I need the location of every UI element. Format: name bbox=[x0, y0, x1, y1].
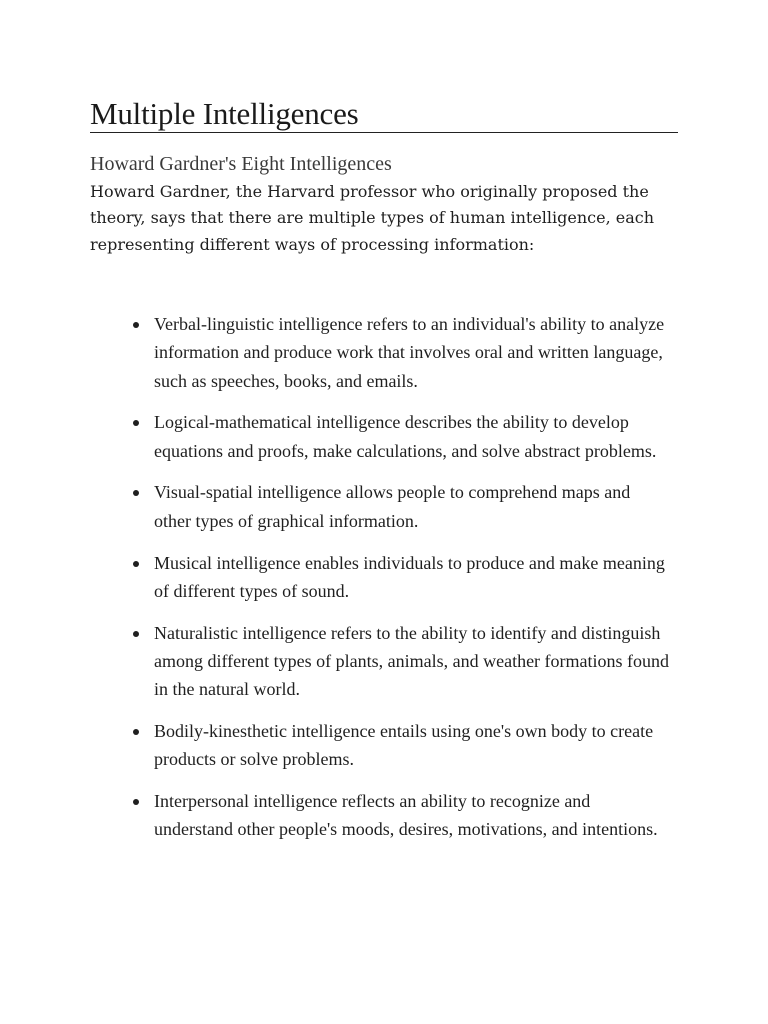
list-item-text: Naturalistic intelligence refers to the ability to identify and distinguish among different types of plants, animals, and weather formations found in the natural world. bbox=[154, 622, 670, 700]
list-item bbox=[130, 619, 670, 704]
list-item-text: Logical-mathematical intelligence describes the ability to develop equations and proofs, make calculations, and solve abstract problems. bbox=[154, 412, 657, 461]
list-item bbox=[130, 787, 670, 844]
bullet-icon bbox=[133, 420, 139, 426]
bullet-icon bbox=[133, 322, 139, 328]
list-item-text: Interpersonal intelligence reflects an ability to recognize and understand other people's moods, desires, motivations, and intentions. bbox=[154, 791, 658, 840]
intelligences-list bbox=[130, 310, 670, 857]
page-title: Multiple Intelligences bbox=[90, 96, 678, 133]
list-item bbox=[130, 408, 670, 465]
bullet-icon bbox=[133, 561, 139, 567]
list-item-text: Bodily-kinesthetic intelligence entails using one's own body to create products or solve problems. bbox=[154, 721, 654, 770]
bullet-icon bbox=[133, 631, 139, 637]
bullet-icon bbox=[133, 799, 139, 805]
list-item-text: Verbal-linguistic intelligence refers to an individual's ability to analyze information and produce work that involves oral and written language, such as speeches, books, and emails. bbox=[154, 314, 665, 391]
list-item-text: Visual-spatial intelligence allows people to comprehend maps and other types of graphical information. bbox=[154, 482, 631, 531]
list-item-text: Musical intelligence enables individuals to produce and make meaning of different types of sound. bbox=[154, 552, 665, 601]
list-item bbox=[130, 717, 670, 774]
list-item bbox=[130, 310, 670, 395]
list-item bbox=[130, 478, 670, 535]
bullet-icon bbox=[133, 490, 139, 496]
bullet-icon bbox=[133, 729, 139, 735]
list-item bbox=[130, 549, 670, 606]
intro-paragraph: Howard Gardner, the Harvard professor who originally proposed the theory, says that there are multiple types of human intelligence, each representing different ways of processing information: bbox=[90, 182, 655, 254]
section-subtitle: Howard Gardner's Eight Intelligences bbox=[90, 153, 392, 175]
